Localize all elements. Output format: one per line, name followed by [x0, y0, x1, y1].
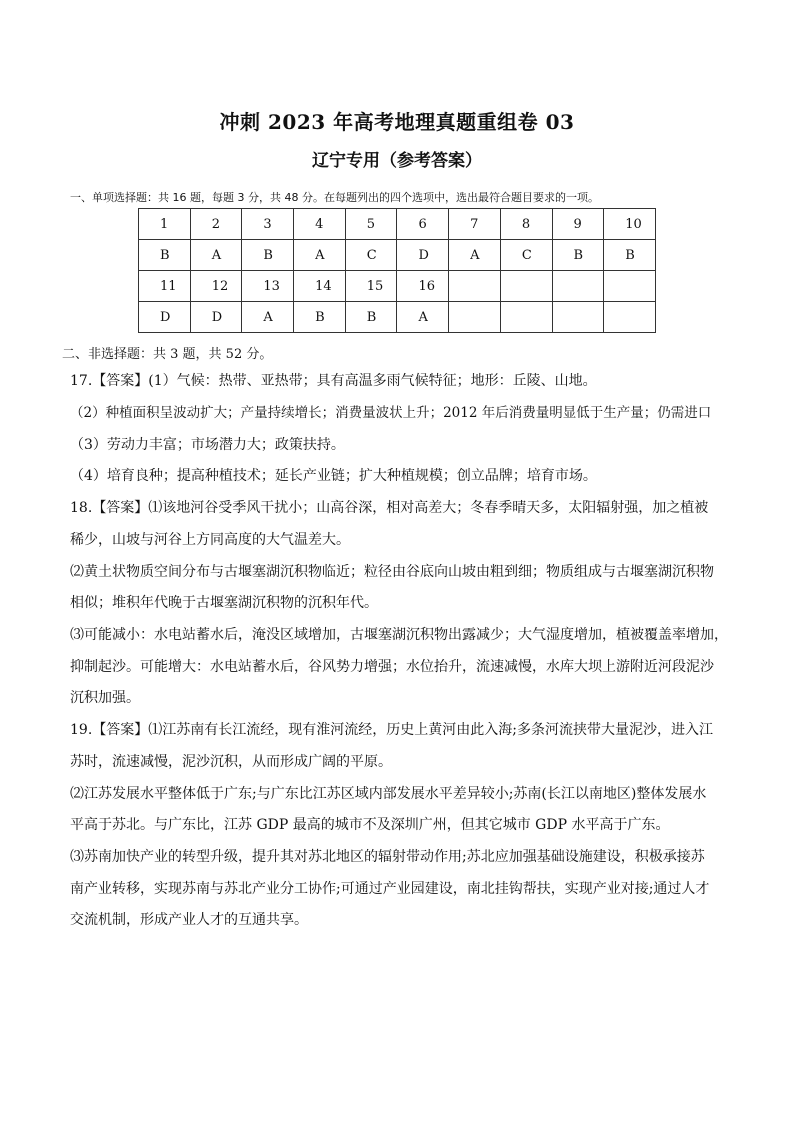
table-cell: A [449, 240, 501, 271]
table-cell: 12 [190, 271, 242, 302]
table-cell: D [139, 302, 191, 333]
table-row [139, 271, 656, 302]
table-cell: 4 [294, 209, 346, 240]
answer-19-line-6: 南产业转移，实现苏南与苏北产业分工协作;可通过产业园建设，南北挂钩帮扶，实现产业对接;通过人才 [70, 881, 710, 897]
table-cell: B [139, 240, 191, 271]
section-2-heading: 二、非选择题：共 3 题，共 52 分。 [62, 347, 273, 362]
table-cell [604, 271, 656, 302]
answer-17-line-1: 17.【答案】(1）气候：热带、亚热带；具有高温多雨气候特征；地形：丘陵、山地。 [70, 373, 597, 389]
table-cell [552, 302, 604, 333]
table-cell: 10 [604, 209, 656, 240]
table-cell: 9 [552, 209, 604, 240]
table-cell: A [242, 302, 294, 333]
table-cell: C [500, 240, 552, 271]
table-row [139, 240, 656, 271]
table-cell: 2 [190, 209, 242, 240]
answer-19-line-7: 交流机制，形成产业人才的互通共享。 [70, 912, 308, 928]
answer-17-line-2: （2）种植面积呈波动扩大；产量持续增长；消费量波状上升；2012 年后消费量明显低于生产量；仍需进口 [70, 405, 712, 421]
answer-18-line-7: 沉积加强。 [70, 690, 140, 706]
table-cell: D [190, 302, 242, 333]
table-cell: A [397, 302, 449, 333]
table-cell: B [604, 240, 656, 271]
answer-19-line-2: 苏时，流速减慢，泥沙沉积，从而形成广阔的平原。 [70, 754, 392, 770]
table-cell: 1 [139, 209, 191, 240]
table-cell: 7 [449, 209, 501, 240]
answer-19-line-1: 19.【答案】⑴江苏南有长江流经，现有淮河流经，历史上黄河由此入海;多条河流挟带大量泥沙，进入江 [70, 722, 713, 738]
answer-18-line-1: 18.【答案】⑴该地河谷受季风干扰小；山高谷深，相对高差大；冬春季晴天多，太阳辐射强，加之植被 [70, 500, 709, 516]
table-row [139, 302, 656, 333]
table-cell: 8 [500, 209, 552, 240]
table-cell: A [294, 240, 346, 271]
answer-18-line-2: 稀少，山坡与河谷上方同高度的大气温差大。 [70, 532, 350, 548]
table-cell: B [345, 302, 397, 333]
table-cell: 16 [397, 271, 449, 302]
table-cell: 6 [397, 209, 449, 240]
table-cell [500, 302, 552, 333]
table-cell: B [294, 302, 346, 333]
table-cell: 3 [242, 209, 294, 240]
section-1-heading: 一、单项选择题：共 16 题，每题 3 分，共 48 分。在每题列出的四个选项中，选出最符合题目要求的一项。 [70, 191, 599, 204]
table-cell [449, 302, 501, 333]
table-cell [604, 302, 656, 333]
answer-table [138, 208, 656, 333]
page-subtitle: 辽宁专用（参考答案） [312, 151, 482, 171]
table-cell: C [345, 240, 397, 271]
table-cell: B [552, 240, 604, 271]
answer-17-line-4: （4）培育良种；提高种植技术；延长产业链；扩大种植规模；创立品牌；培育市场。 [70, 468, 597, 484]
table-cell: B [242, 240, 294, 271]
answer-18-line-5: ⑶可能减小：水电站蓄水后，淹没区域增加，古堰塞湖沉积物出露减少；大气湿度增加，植被覆盖率增加， [70, 627, 728, 643]
table-cell: 14 [294, 271, 346, 302]
table-cell: 11 [139, 271, 191, 302]
answer-19-line-5: ⑶苏南加快产业的转型升级，提升其对苏北地区的辐射带动作用;苏北应加强基础设施建设，积极承接苏 [70, 849, 705, 865]
answer-17-line-3: （3）劳动力丰富；市场潜力大；政策扶持。 [70, 437, 345, 453]
table-cell: A [190, 240, 242, 271]
table-cell: D [397, 240, 449, 271]
table-cell: 15 [345, 271, 397, 302]
table-cell: 13 [242, 271, 294, 302]
table-cell [500, 271, 552, 302]
table-cell: 5 [345, 209, 397, 240]
table-row [139, 209, 656, 240]
table-cell [552, 271, 604, 302]
answer-18-line-6: 抑制起沙。可能增大：水电站蓄水后，谷风势力增强；水位抬升，流速减慢，水库大坝上游附近河段泥沙 [70, 659, 714, 675]
page-title: 冲刺 2023 年高考地理真题重组卷 03 [219, 110, 575, 134]
table-cell [449, 271, 501, 302]
answer-19-line-3: ⑵江苏发展水平整体低于广东;与广东比江苏区域内部发展水平差异较小;苏南(长江以南地区)整体发展水 [70, 786, 707, 802]
answer-18-line-4: 相似；堆积年代晚于古堰塞湖沉积物的沉积年代。 [70, 595, 378, 611]
answer-18-line-3: ⑵黄土状物质空间分布与古堰塞湖沉积物临近；粒径由谷底向山坡由粗到细；物质组成与古堰塞湖沉积物 [70, 564, 714, 580]
answer-19-line-4: 平高于苏北。与广东比，江苏 GDP 最高的城市不及深圳广州，但其它城市 GDP 水平高于广东。 [70, 817, 670, 833]
